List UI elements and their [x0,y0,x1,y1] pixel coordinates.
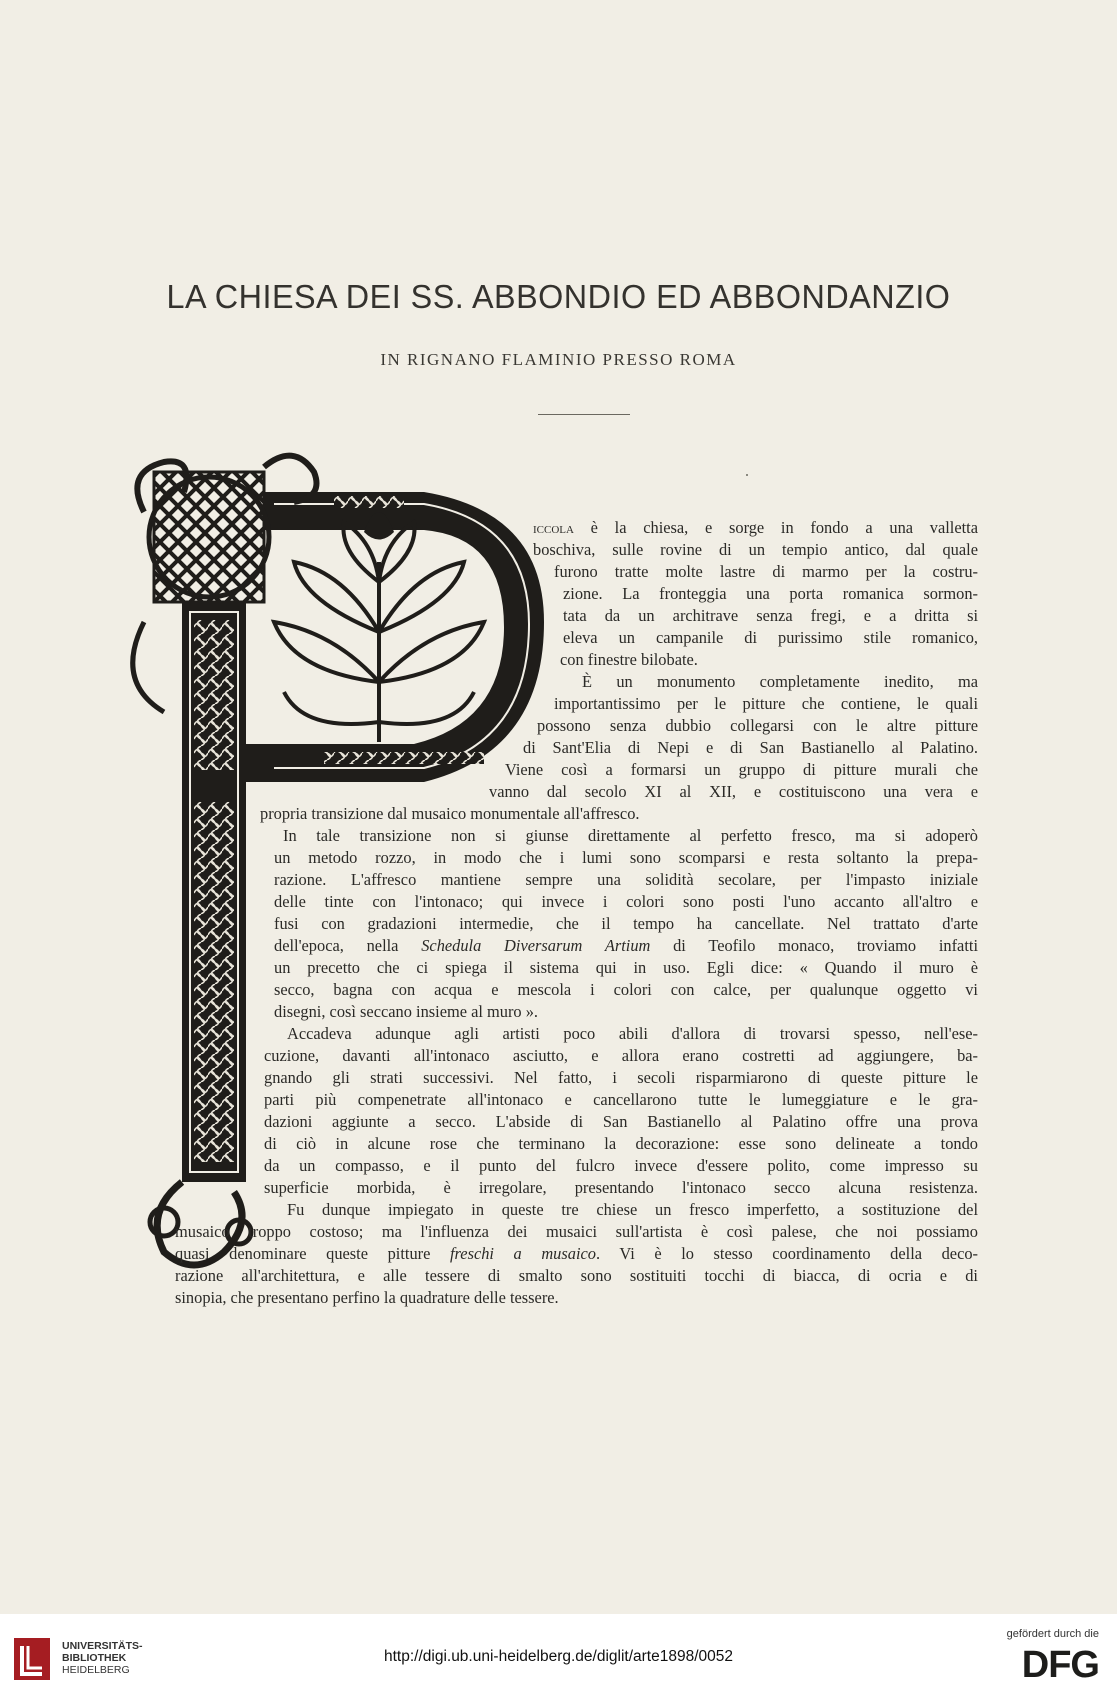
text-line: parti più compenetrate all'intonaco e cancellarono tutte le lumeggiature e le gra- [264,1090,978,1109]
text-line: Viene così a formarsi un gruppo di pitture murali che [505,760,978,779]
source-url[interactable]: http://digi.ub.uni-heidelberg.de/diglit/arte1898/0052 [383,1648,733,1665]
text-line: disegni, così seccano insieme al muro ». [274,1002,539,1021]
text-line: Accadeva adunque agli artisti poco abili d'allora di trovarsi spesso, nell'ese- [287,1024,978,1043]
text-line: delle tinte con l'intonaco; qui invece i colori sono posti l'uno accanto all'altro e [274,892,978,911]
speck [746,474,748,476]
footer-bar [0,1614,1117,1694]
text-line: dell'epoca, nella Schedula Diversarum Artium di Teofilo monaco, troviamo infatti [274,936,978,955]
text-line: secco, bagna con acqua e mescola i colori con calce, per qualunque oggetto vi [274,980,978,999]
text-line: da un compasso, e il punto del fulcro invece d'essere polito, come impresso su [264,1156,978,1175]
text-line: musaico troppo costoso; ma l'influenza dei musaici sull'artista è così palese, che noi possiamo [175,1222,978,1241]
text-line: iccola è la chiesa, e sorge in fondo a una valletta [533,518,978,537]
text-line: importantissimo per le pitture che contiene, le quali [554,694,978,713]
text-line: vanno dal secolo XI al XII, e costituiscono una vera e [489,782,978,801]
dfg-logo: DFG [1021,1644,1099,1686]
article-title: LA CHIESA DEI SS. ABBONDIO ED ABBONDANZIO [166,278,951,315]
title-divider [538,414,630,415]
text-line: eleva un campanile di purissimo stile romanico, [563,628,978,647]
text-line: Fu dunque impiegato in queste tre chiese un fresco imperfetto, a sostituzione del [287,1200,978,1219]
text-line: dazioni aggiunte a secco. L'abside di San Bastianello al Palatino offre una prova [264,1112,978,1131]
text-line: sinopia, che presentano perfino la quadrature delle tessere. [175,1288,559,1307]
text-line: furono tratte molte lastre di marmo per la costru- [554,562,978,581]
text-line: un precetto che ci spiega il sistema qui in uso. Egli dice: « Quando il muro è [274,958,978,977]
text-line: un metodo rozzo, in modo che i lumi sono scomparsi e resta soltanto la prepa- [274,848,978,867]
text-line: quasi denominare queste pitture freschi a musaico. Vi è lo stesso coordinamento della deco- [175,1244,979,1263]
funded-by-label: gefördert durch die [1006,1628,1099,1640]
text-line: propria transizione dal musaico monumentale all'affresco. [260,804,640,823]
text-line: fusi con gradazioni intermedie, che il tempo ha cancellate. Nel trattato d'arte [274,914,978,933]
text-line: È un monumento completamente inedito, ma [582,672,978,691]
text-line: di ciò in alcune rose che terminano la decorazione: esse sono delineate a tondo [264,1134,978,1153]
text-line: boschiva, sulle rovine di un tempio antico, dal quale [533,540,978,559]
text-line: superficie morbida, è irregolare, presentando l'intonaco secco alcuna resistenza. [264,1178,978,1197]
text-line: zione. La fronteggia una porta romanica sormon- [563,584,978,603]
text-line: tata da un architrave senza fregi, e a dritta si [563,606,978,625]
text-line: razione. L'affresco mantiene sempre una solidità secolare, per l'impasto iniziale [274,870,978,889]
text-line: con finestre bilobate. [560,650,698,669]
text-line: gnando gli strati successivi. Nel fatto, i secoli risparmiarono di queste pitture le [264,1068,978,1087]
text-line: razione all'architettura, e alle tessere di smalto sono sostituiti tocchi di biacca, di ocria e di [175,1266,978,1285]
text-line: cuzione, davanti all'intonaco asciutto, e allora erano costretti ad aggiungere, ba- [264,1046,978,1065]
article-subtitle: IN RIGNANO FLAMINIO PRESSO ROMA [380,350,737,369]
text-line: In tale transizione non si giunse direttamente al perfetto fresco, ma si adoperò [283,826,978,845]
library-name: UNIVERSITÄTS- BIBLIOTHEK HEIDELBERG [62,1640,143,1676]
text-line: possono senza dubbio collegarsi con le altre pitture [537,716,978,735]
text-line: di Sant'Elia di Nepi e di San Bastianello al Palatino. [523,738,978,757]
